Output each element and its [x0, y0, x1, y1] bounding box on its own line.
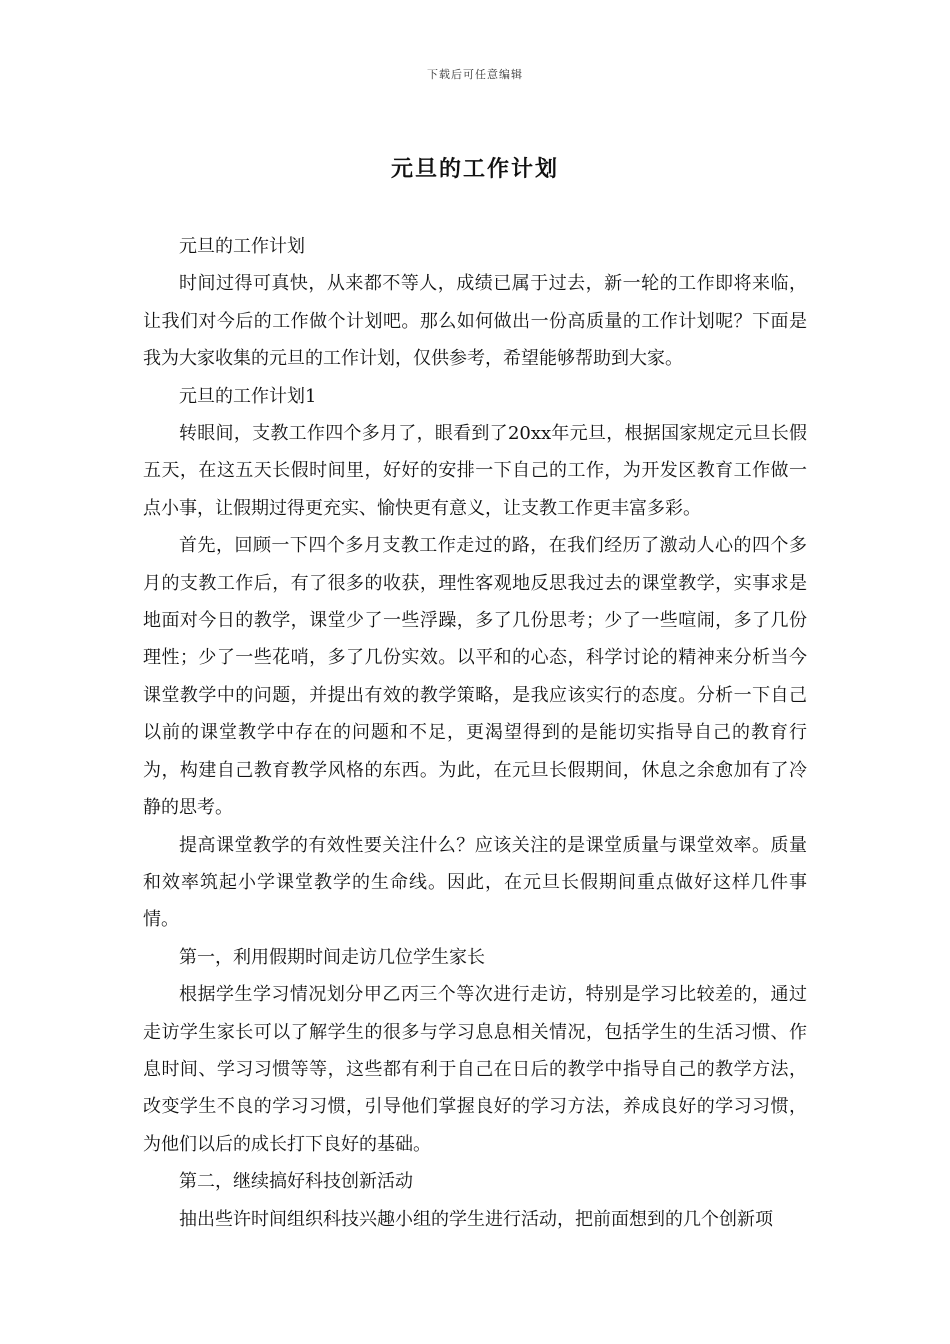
paragraph: 转眼间，支教工作四个多月了，眼看到了20xx年元旦，根据国家规定元旦长假五天，在这五天长假时间里，好好的安排一下自己的工作，为开发区教育工作做一点小事，让假期过得更充实、愉快更有意义，让支教工作更丰富多彩。 — [143, 423, 807, 519]
document-body — [143, 228, 807, 1238]
paragraph: 首先，回顾一下四个多月支教工作走过的路，在我们经历了激动人心的四个多月的支教工作后，有了很多的收获，理性客观地反思我过去的课堂教学，实事求是地面对今日的教学，课堂少了一些浮躁，多了几份思考；少了一些喧闹，多了几份理性；少了一些花哨，多了几份实效。以平和的心态，科学讨论的精神来分析当今课堂教学中的问题，并提出有效的教学策略，是我应该实行的态度。分析一下自己以前的课堂教学中存在的问题和不足，更渴望得到的是能切实指导自己的教育行为，构建自己教育教学风格的东西。为此，在元旦长假期间，休息之余愈加有了冷静的思考。 — [143, 535, 807, 819]
header-note: 下载后可任意编辑 — [427, 68, 523, 81]
paragraph: 元旦的工作计划 — [179, 236, 305, 257]
paragraph: 时间过得可真快，从来都不等人，成绩已属于过去，新一轮的工作即将来临，让我们对今后的工作做个计划吧。那么如何做出一份高质量的工作计划呢？下面是我为大家收集的元旦的工作计划，仅供参考，希望能够帮助到大家。 — [143, 273, 807, 370]
paragraph: 第二，继续搞好科技创新活动 — [179, 1171, 413, 1193]
paragraph: 提高课堂教学的有效性要关注什么？应该关注的是课堂质量与课堂效率。质量和效率筑起小学课堂教学的生命线。因此，在元旦长假期间重点做好这样几件事情。 — [143, 834, 807, 931]
paragraph: 抽出些许时间组织科技兴趣小组的学生进行活动，把前面想到的几个创新项 — [179, 1208, 773, 1230]
document-title: 元旦的工作计划 — [390, 156, 559, 182]
paragraph: 第一，利用假期时间走访几位学生家长 — [179, 946, 485, 968]
paragraph: 根据学生学习情况划分甲乙丙三个等次进行走访，特别是学习比较差的，通过走访学生家长可以了解学生的很多与学习息息相关情况，包括学生的生活习惯、作息时间、学习习惯等等，这些都有利于自己在日后的教学中指导自己的教学方法，改变学生不良的学习习惯，引导他们掌握良好的学习方法，养成良好的学习习惯，为他们以后的成长打下良好的基础。 — [143, 984, 807, 1155]
paragraph: 元旦的工作计划1 — [179, 385, 317, 407]
